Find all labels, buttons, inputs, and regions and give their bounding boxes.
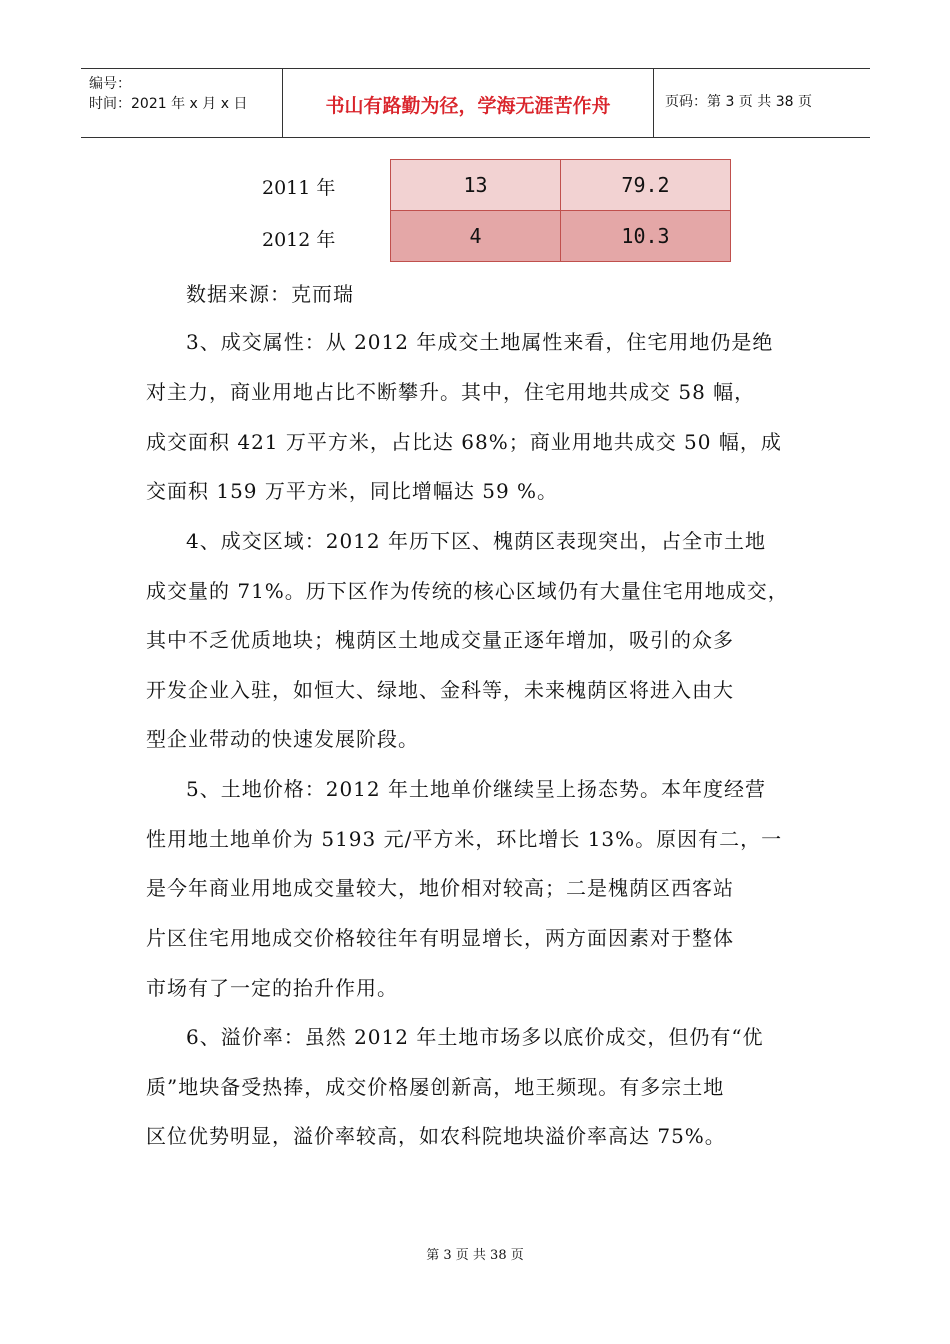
paragraph-line: 5、土地价格：2012 年土地单价继续呈上扬态势。本年度经营 xyxy=(186,777,766,801)
document-date: 时间：2021 年 x 月 x 日 xyxy=(89,96,248,112)
paragraph-line: 6、溢价率：虽然 2012 年土地市场多以底价成交，但仍有“优 xyxy=(186,1025,764,1049)
paragraph-line: 性用地土地单价为 5193 元/平方米，环比增长 13%。原因有二，一 xyxy=(146,827,783,851)
paragraph-line: 开发企业入驻，如恒大、绿地、金科等，未来槐荫区将进入由大 xyxy=(146,678,734,702)
paragraph-line: 区位优势明显，溢价率较高，如农科院地块溢价率高达 75%。 xyxy=(146,1124,726,1148)
paragraph-line: 质”地块备受热捧，成交价格屡创新高，地王频现。有多宗土地 xyxy=(146,1075,725,1099)
header-motto: 书山有路勤为径，学海无涯苦作舟 xyxy=(325,95,611,117)
paragraph-line: 对主力，商业用地占比不断攀升。其中，住宅用地共成交 58 幅， xyxy=(146,380,756,404)
table-cell-count: 4 xyxy=(390,210,561,262)
paragraph-line: 其中不乏优质地块；槐荫区土地成交量正逐年增加，吸引的众多 xyxy=(146,628,734,652)
header-page-info: 页码：第 3 页 共 38 页 xyxy=(665,94,812,110)
paragraph-line: 3、成交属性：从 2012 年成交土地属性来看，住宅用地仍是绝 xyxy=(186,330,774,354)
paragraph-line: 成交量的 71%。历下区作为传统的核心区域仍有大量住宅用地成交， xyxy=(146,579,789,603)
table-cell-value: 79.2 xyxy=(560,159,731,211)
document-number-label: 编号： xyxy=(89,76,131,92)
paragraph-line: 型企业带动的快速发展阶段。 xyxy=(146,727,419,751)
paragraph-line: 片区住宅用地成交价格较往年有明显增长，两方面因素对于整体 xyxy=(146,926,734,950)
page-footer: 第 3 页 共 38 页 xyxy=(426,1248,524,1263)
paragraph-line: 成交面积 421 万平方米，占比达 68%；商业用地共成交 50 幅，成 xyxy=(146,430,782,454)
page-header xyxy=(81,68,870,138)
table-cell-count: 13 xyxy=(390,159,561,211)
row-year-label: 2012 年 xyxy=(262,229,336,251)
row-year-label: 2011 年 xyxy=(262,177,336,199)
table-cell-value: 10.3 xyxy=(560,210,731,262)
header-motto-cell xyxy=(283,69,654,137)
paragraph-line: 交面积 159 万平方米，同比增幅达 59 %。 xyxy=(146,479,559,503)
data-source-note: 数据来源：克而瑞 xyxy=(186,282,354,306)
header-meta xyxy=(81,69,283,137)
paragraph-line: 市场有了一定的抬升作用。 xyxy=(146,976,398,1000)
paragraph-line: 是今年商业用地成交量较大，地价相对较高；二是槐荫区西客站 xyxy=(146,876,734,900)
paragraph-line: 4、成交区域：2012 年历下区、槐荫区表现突出，占全市土地 xyxy=(186,529,766,553)
